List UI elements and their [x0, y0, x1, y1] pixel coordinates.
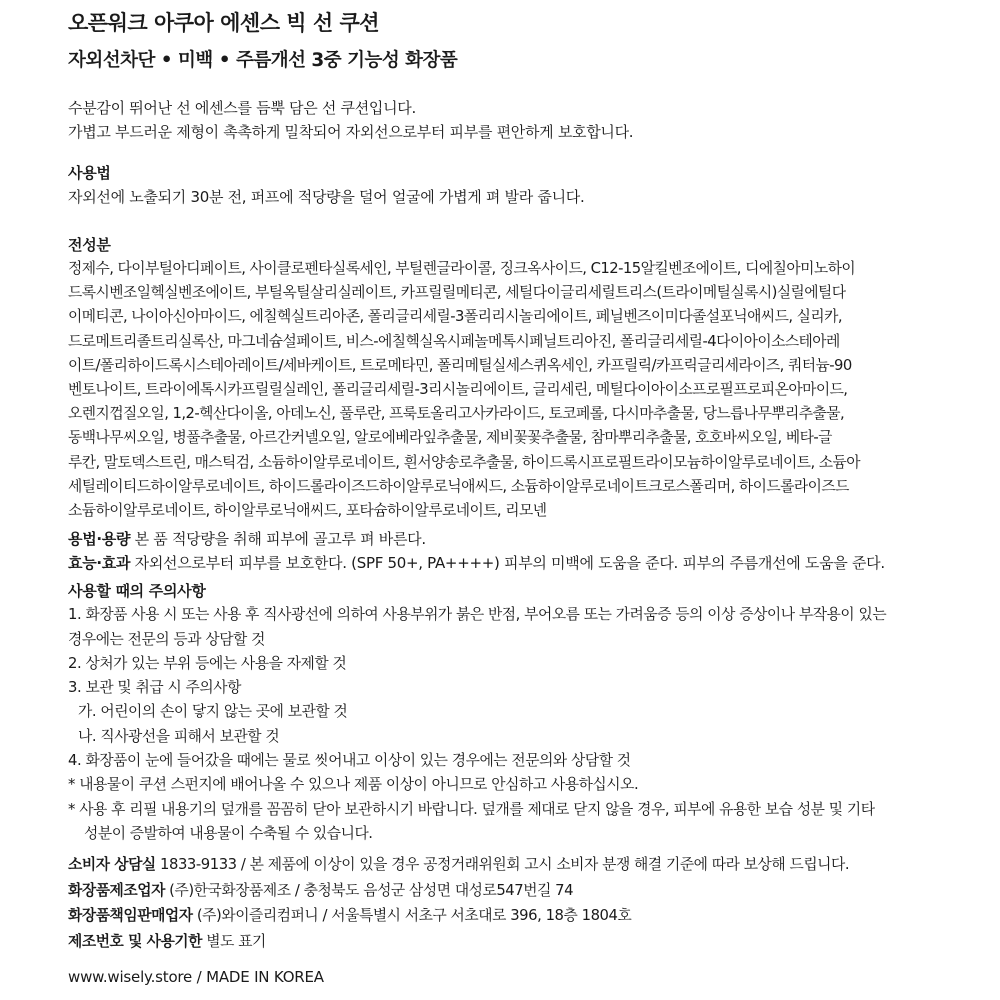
caution-subitem: 나. 직사광선을 피해서 보관할 것	[78, 727, 280, 745]
usage-text: 자외선에 노출되기 30분 전, 퍼프에 적당량을 덜어 얼굴에 가볍게 펴 발라 줍니다.	[68, 188, 585, 206]
efficacy-text: 자외선으로부터 피부를 보호한다. (SPF 50+, PA++++) 피부의 미백에 도움을 준다. 피부의 주름개선에 도움을 준다.	[130, 554, 885, 573]
ingredients-line: 루칸, 말토덱스트린, 매스틱검, 소듐하이알루로네이트, 흰서양송로추출물, 하이드록시프로필트라이모늄하이알루로네이트, 소듐아	[68, 453, 861, 471]
seller-text: (주)와이즐리컴퍼니 / 서울특별시 서초구 서초대로 396, 18층 1804호	[192, 907, 632, 925]
ingredients-line: 벤토나이트, 트라이에톡시카프릴릴실레인, 폴리글리세릴-3리시놀리에이트, 글리세린, 메틸다이아이소프로필프로피온아마이드,	[68, 381, 848, 399]
caution-note: * 내용물이 쿠션 스펀지에 배어나올 수 있으나 제품 이상이 아니므로 안심하고 사용하십시오.	[68, 776, 639, 794]
caution-heading: 사용할 때의 주의사항	[68, 582, 206, 601]
product-title: 오픈워크 아쿠아 에센스 빅 선 쿠션	[68, 11, 380, 35]
product-subtitle: 자외선차단 • 미백 • 주름개선 3중 기능성 화장품	[68, 50, 458, 71]
ingredients-line: 오렌지껍질오일, 1,2-헥산다이올, 아데노신, 풀루란, 프룩토올리고사카라이드, 토코페롤, 다시마추출물, 당느릅나무뿌리추출물,	[68, 405, 845, 423]
lot-expiry-text: 별도 표기	[202, 932, 266, 950]
intro-section	[68, 96, 968, 144]
caution-note-continued: 성분이 증발하여 내용물이 수축될 수 있습니다.	[84, 824, 373, 842]
ingredients-line: 이트/폴리하이드록시스테아레이트/세바케이트, 트로메타민, 폴리메틸실세스퀴옥세인, 카프릴릭/카프릭글리세라이즈, 쿼터늄-90	[68, 356, 852, 374]
ingredients-line: 세틸레이티드하이알루로네이트, 하이드롤라이즈드하이알루로닉애씨드, 소듐하이알루로네이트크로스폴리머, 하이드롤라이즈드	[68, 477, 849, 495]
intro-line: 가볍고 부드러운 제형이 촉촉하게 밀착되어 자외선으로부터 피부를 편안하게 보호합니다.	[68, 123, 634, 141]
product-label-document	[68, 8, 968, 954]
ingredients-line: 이메티콘, 나이아신아마이드, 에칠헥실트리아존, 폴리글리세릴-3폴리리시놀리에이트, 페닐벤즈이미다졸설포닉애씨드, 실리카,	[68, 308, 843, 326]
dosage-label: 용법·용량	[68, 530, 131, 549]
lot-expiry-line	[68, 929, 968, 955]
dosage-efficacy-section	[68, 527, 968, 575]
footer-website: www.wisely.store / MADE IN KOREA	[68, 968, 324, 986]
manufacturer-line	[68, 878, 968, 904]
caution-item: 1. 화장품 사용 시 또는 사용 후 직사광선에 의하여 사용부위가 붉은 반점, 부어오름 또는 가려움증 등의 이상 증상이나 부작용이 있는	[68, 606, 887, 624]
caution-item: 4. 화장품이 눈에 들어갔을 때에는 물로 씻어내고 이상이 있는 경우에는 전문의와 상담할 것	[68, 752, 631, 770]
ingredients-line: 동백나무씨오일, 병풀추출물, 아르간커넬오일, 알로에베라잎추출물, 제비꽃꽃추출물, 참마뿌리추출물, 호호바씨오일, 베타-글	[68, 429, 832, 447]
ingredients-line: 드로메트리졸트리실록산, 마그네슘설페이트, 비스-에칠헥실옥시페놀메톡시페닐트리아진, 폴리글리세릴-4다이아이소스테아레	[68, 332, 840, 350]
caution-item: 2. 상처가 있는 부위 등에는 사용을 자제할 것	[68, 654, 347, 672]
company-info-section	[68, 852, 968, 954]
ingredients-line: 정제수, 다이부틸아디페이트, 사이클로펜타실록세인, 부틸렌글라이콜, 징크옥사이드, C12-15알킬벤조에이트, 디에칠아미노하이	[68, 260, 856, 277]
usage-heading: 사용법	[68, 164, 111, 182]
manufacturer-label: 화장품제조업자	[68, 881, 165, 899]
dosage-text: 본 품 적당량을 취해 피부에 골고루 펴 바른다.	[130, 530, 426, 549]
seller-line	[68, 903, 968, 929]
ingredients-heading: 전성분	[68, 236, 111, 254]
consumer-center-label: 소비자 상담실	[68, 856, 156, 874]
caution-item: 3. 보관 및 취급 시 주의사항	[68, 679, 241, 697]
ingredients-line: 드록시벤조일헥실벤조에이트, 부틸옥틸살리실레이트, 카프릴릴메티콘, 세틸다이글리세릴트리스(트라이메틸실록시)실릴에틸다	[68, 284, 846, 302]
lot-expiry-label: 제조번호 및 사용기한	[68, 932, 202, 950]
consumer-center-line	[68, 852, 968, 878]
caution-subitem: 가. 어린이의 손이 닿지 않는 곳에 보관할 것	[78, 703, 348, 721]
manufacturer-text: (주)한국화장품제조 / 충청북도 음성군 삼성면 대성로547번길 74	[164, 881, 574, 899]
ingredients-section	[68, 233, 968, 523]
caution-item: 경우에는 전문의 등과 상담할 것	[68, 630, 265, 648]
caution-section	[68, 579, 968, 846]
efficacy-line	[68, 551, 968, 575]
caution-note: * 사용 후 리필 내용기의 덮개를 꼼꼼히 닫아 보관하시기 바랍니다. 덮개를 제대로 닫지 않을 경우, 피부에 유용한 보습 성분 및 기타	[68, 800, 875, 818]
usage-section	[68, 161, 968, 209]
efficacy-label: 효능·효과	[68, 554, 131, 573]
ingredients-line: 소듐하이알루로네이트, 하이알루로닉애씨드, 포타슘하이알루로네이트, 리모넨	[68, 502, 547, 520]
consumer-center-text: 1833-9133 / 본 제품에 이상이 있을 경우 공정거래위원회 고시 소비자 분쟁 해결 기준에 따라 보상해 드립니다.	[155, 856, 850, 874]
seller-label: 화장품책임판매업자	[68, 907, 193, 925]
dosage-line	[68, 527, 968, 551]
intro-line: 수분감이 뛰어난 선 에센스를 듬뿍 담은 선 쿠션입니다.	[68, 99, 416, 117]
